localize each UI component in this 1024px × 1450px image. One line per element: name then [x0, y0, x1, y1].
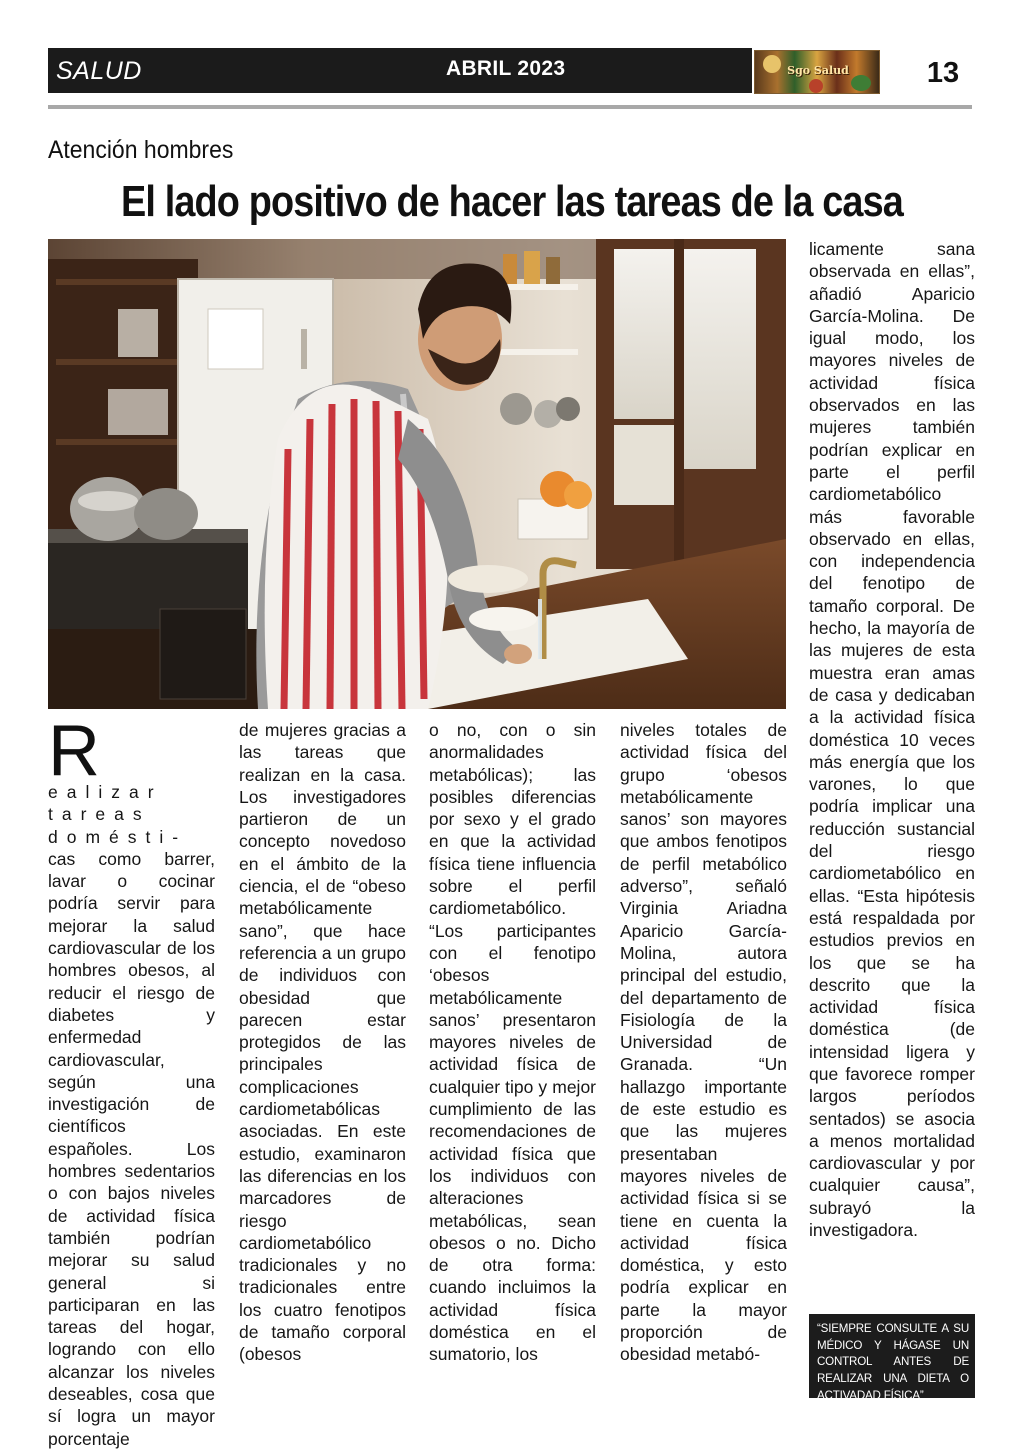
column-5-text: licamente sana observada en ellas”, añadió Aparicio García-Molina. De igual modo, los mayores niveles de actividad física observados en las mujeres también podrían explicar en parte el perfil cardiometabólico más favorable observado en ellas, con independencia del fenotipo de tamaño corporal. De hecho, la mayoría de las mujeres de esta muestra eran amas de casa y dedicaban a la actividad física doméstica 10 veces más energía que los varones, lo que podría implicar una reducción sustancial del riesgo cardiometabólico en ellas. “Esta hipótesis está respaldada por estudios previos en los que se ha descrito que la actividad física doméstica (de intensidad ligera y que favorece romper largos períodos sentados) se asocia a menos mortalidad cardiovascular y por cualquier causa”, subrayó la investigadora. — [809, 239, 975, 1241]
column-3-text: o no, con o sin anormalidades metabólicas); las posibles diferencias por sexo y el grado en que la actividad física tiene influencia sobre el perfil cardiometabólico. “Los participantes con el fenotipo ‘obesos metabólicamente sanos’ presentaron mayores niveles de actividad física de cualquier tipo y mejor cumplimiento de las recomendaciones de actividad física que los individuos con alteraciones metabólicas, sean obesos o no. Dicho de otra forma: cuando incluimos la actividad física doméstica en el sumatorio, los — [429, 720, 596, 1365]
article-kicker: Atención hombres — [48, 136, 234, 164]
page-number: 13 — [926, 57, 960, 89]
article-photo — [48, 239, 786, 709]
article-column-5 — [809, 238, 975, 1241]
section-header-band — [48, 48, 752, 93]
column-4-text: niveles totales de actividad física del grupo ‘obesos metabólicamente sanos’ son mayores que ambos fenotipos de perfil metabólico adverso”, señaló Virginia Ariadna Aparicio García-Molina, autora principal del estudio, del departamento de Fisiología de la Universidad de Granada. “Un hallazgo importante de este estudio es que las mujeres presentaban mayores niveles de actividad física si se tiene en cuenta la actividad física doméstica, y esto podría explicar en parte la mayor proporción de obesidad metabó- — [620, 720, 787, 1365]
article-headline: El lado positivo de hacer las tareas de la casa — [121, 177, 903, 226]
health-notice-text: “SIEMPRE CONSULTE A SU MÉDICO Y HÁGASE UN CONTROL ANTES DE REALIZAR UNA DIETA O ACTIVADAD FÍSICA” — [817, 1322, 969, 1402]
section-name: SALUD — [56, 57, 142, 85]
drop-cap: R — [48, 711, 100, 791]
logo-text: Sgo Salud — [787, 64, 849, 77]
column-1-text: cas como barrer, lavar o cocinar podría servir para mejorar la salud cardiovascular de los hombres obesos, al reducir el riesgo de diabetes y enfermedad cardiovascular, según una investigación de científicos españoles. Los hombres sedentarios o con bajos niveles de actividad física también podrían mejorar su salud general si participaran en las tareas del hogar, logrando con ello alcanzar los niveles deseables, cosa que sí logra un mayor porcentaje — [48, 848, 215, 1449]
article-column-4 — [620, 719, 787, 1366]
article-column-1 — [48, 711, 215, 1450]
lead-text: ealizar tareas domésti- — [48, 782, 188, 847]
publication-logo — [754, 50, 880, 94]
issue-date: ABRIL 2023 — [446, 57, 566, 80]
article-column-3 — [429, 719, 596, 1366]
column-2-text: de mujeres gracias a las tareas que realizan en la casa. Los investigadores partieron de un concepto novedoso en el ámbito de la ciencia, el de “obeso metabólicamente sano”, que hace referencia a un grupo de individuos con obesidad que parecen estar protegidos de las principales complicaciones cardiometabólicas asociadas. En este estudio, examinaron las diferencias en los marcadores de riesgo cardiometabólico tradicionales y no tradicionales entre los cuatro fenotipos de tamaño corporal (obesos — [239, 720, 406, 1365]
article-column-2 — [239, 719, 406, 1366]
header-divider — [48, 105, 972, 109]
health-notice-box — [809, 1314, 975, 1402]
